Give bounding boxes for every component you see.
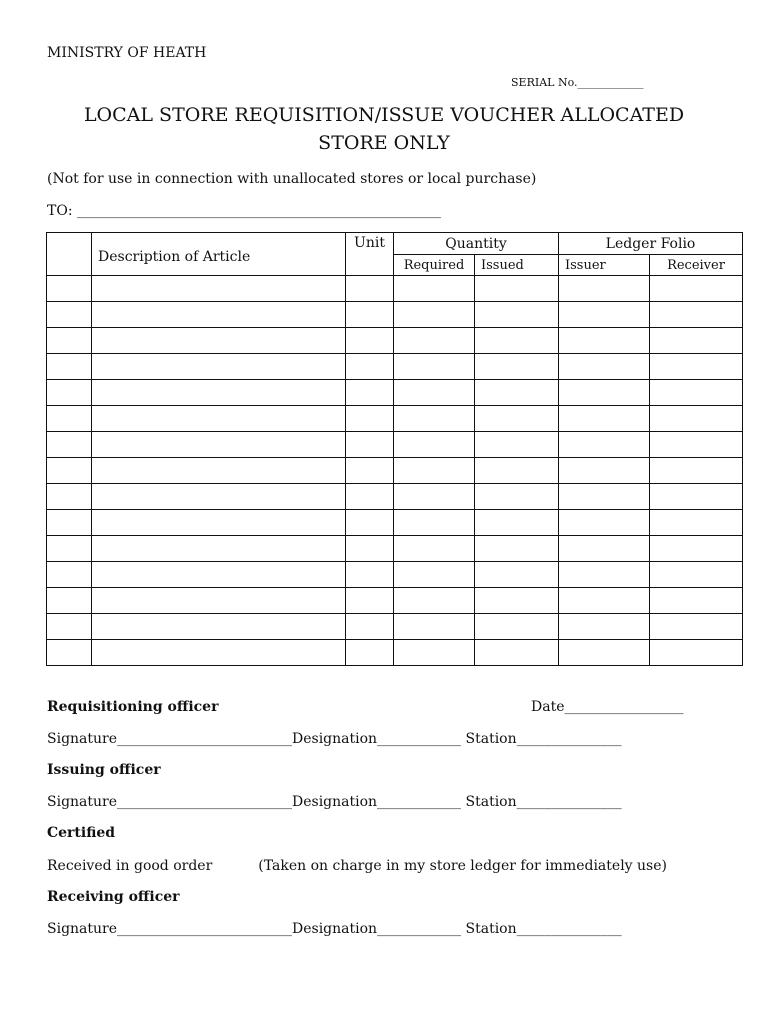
receiver-cell[interactable] [650,302,743,328]
unit-cell[interactable] [346,536,394,562]
table-row [47,614,743,640]
row-number-cell[interactable] [47,484,92,510]
required-cell[interactable] [394,432,475,458]
description-cell[interactable] [92,276,346,302]
taken-on-charge-text: (Taken on charge in my store ledger for immediately use) [258,858,667,874]
unit-cell[interactable] [346,328,394,354]
description-cell[interactable] [92,588,346,614]
issued-cell[interactable] [475,406,559,432]
issuing-officer-label: Issuing officer [47,762,161,778]
issuer-cell[interactable] [559,536,650,562]
table-row [47,380,743,406]
issuer-cell[interactable] [559,380,650,406]
unit-cell[interactable] [346,380,394,406]
unit-cell[interactable] [346,510,394,536]
issued-cell[interactable] [475,536,559,562]
issued-cell[interactable] [475,328,559,354]
table-row [47,432,743,458]
row-number-cell[interactable] [47,510,92,536]
row-number-cell[interactable] [47,640,92,666]
issuer-cell[interactable] [559,588,650,614]
required-cell[interactable] [394,562,475,588]
table-row [47,484,743,510]
table-row [47,458,743,484]
issued-cell[interactable] [475,588,559,614]
form-title-line-2: STORE ONLY [318,132,450,154]
description-cell[interactable] [92,328,346,354]
unit-cell[interactable] [346,640,394,666]
unit-cell[interactable] [346,562,394,588]
table-row [47,406,743,432]
serial-number-field[interactable]: SERIAL No.____________ [511,76,644,89]
description-cell[interactable] [92,458,346,484]
description-cell[interactable] [92,640,346,666]
unit-cell[interactable] [346,614,394,640]
received-line [47,858,667,874]
receiver-cell[interactable] [650,484,743,510]
row-number-cell[interactable] [47,432,92,458]
description-cell[interactable] [92,406,346,432]
table-row [47,354,743,380]
issued-header: Issued [475,255,559,276]
row-number-cell[interactable] [47,614,92,640]
receiver-cell[interactable] [650,458,743,484]
required-cell[interactable] [394,354,475,380]
requisition-table [46,232,743,666]
requisition-table-body [47,276,743,666]
description-cell[interactable] [92,484,346,510]
description-header: Description of Article [92,233,346,276]
table-row [47,302,743,328]
issued-cell[interactable] [475,562,559,588]
unit-cell[interactable] [346,354,394,380]
table-row [47,328,743,354]
description-cell[interactable] [92,536,346,562]
required-cell[interactable] [394,380,475,406]
required-cell[interactable] [394,302,475,328]
unit-cell[interactable] [346,458,394,484]
issuer-cell[interactable] [559,432,650,458]
issuer-cell[interactable] [559,328,650,354]
table-row [47,536,743,562]
table-row [47,640,743,666]
row-number-cell[interactable] [47,302,92,328]
unit-cell[interactable] [346,276,394,302]
description-cell[interactable] [92,302,346,328]
issuer-cell[interactable] [559,510,650,536]
usage-note: (Not for use in connection with unallocated stores or local purchase) [47,171,537,187]
required-cell[interactable] [394,406,475,432]
issuer-cell[interactable] [559,302,650,328]
unit-cell[interactable] [346,302,394,328]
receiver-cell[interactable] [650,354,743,380]
required-cell[interactable] [394,328,475,354]
receiving-officer-label: Receiving officer [47,889,180,905]
issued-cell[interactable] [475,354,559,380]
date-field[interactable]: Date_________________ [531,699,684,715]
receiver-header: Receiver [650,255,743,276]
receiver-cell[interactable] [650,328,743,354]
issuer-cell[interactable] [559,276,650,302]
unit-cell[interactable] [346,432,394,458]
row-number-cell[interactable] [47,406,92,432]
receiver-cell[interactable] [650,640,743,666]
required-cell[interactable] [394,640,475,666]
unit-header: Unit [346,233,394,276]
issued-cell[interactable] [475,302,559,328]
issuer-cell[interactable] [559,354,650,380]
table-row [47,588,743,614]
required-cell[interactable] [394,484,475,510]
description-cell[interactable] [92,380,346,406]
required-cell[interactable] [394,588,475,614]
issuer-cell[interactable] [559,562,650,588]
issued-cell[interactable] [475,640,559,666]
issued-cell[interactable] [475,380,559,406]
receiver-cell[interactable] [650,276,743,302]
row-number-cell[interactable] [47,458,92,484]
row-number-header [47,233,92,276]
form-title-line-1: LOCAL STORE REQUISITION/ISSUE VOUCHER ALLOCATED [83,104,685,126]
row-number-cell[interactable] [47,380,92,406]
issued-cell[interactable] [475,484,559,510]
required-cell[interactable] [394,276,475,302]
table-row [47,562,743,588]
to-field[interactable]: TO: ____________________________________________________ [47,203,441,219]
receiver-cell[interactable] [650,406,743,432]
required-cell[interactable] [394,614,475,640]
issued-cell[interactable] [475,432,559,458]
required-cell[interactable] [394,510,475,536]
ledger-folio-header: Ledger Folio [559,233,743,255]
issuer-cell[interactable] [559,458,650,484]
issuer-cell[interactable] [559,640,650,666]
receiver-cell[interactable] [650,588,743,614]
receiver-cell[interactable] [650,380,743,406]
received-good-order-text: Received in good order [47,858,213,874]
required-header: Required [394,255,475,276]
unit-cell[interactable] [346,406,394,432]
required-cell[interactable] [394,536,475,562]
table-row [47,276,743,302]
row-number-cell[interactable] [47,354,92,380]
description-cell[interactable] [92,562,346,588]
row-number-cell[interactable] [47,562,92,588]
unit-cell[interactable] [346,484,394,510]
receiver-cell[interactable] [650,614,743,640]
receiver-cell[interactable] [650,510,743,536]
issuing-signature-line[interactable]: Signature_________________________Designation____________ Station_______________ [47,794,622,810]
issued-cell[interactable] [475,510,559,536]
certified-label: Certified [47,825,116,841]
issued-cell[interactable] [475,276,559,302]
requisitioning-signature-line[interactable]: Signature_________________________Designation____________ Station_______________ [47,731,622,747]
table-row [47,510,743,536]
receiver-cell[interactable] [650,562,743,588]
ministry-name: MINISTRY OF HEATH [47,45,207,61]
issuer-header: Issuer [559,255,650,276]
issuer-cell[interactable] [559,614,650,640]
row-number-cell[interactable] [47,328,92,354]
receiver-cell[interactable] [650,536,743,562]
description-cell[interactable] [92,432,346,458]
issued-cell[interactable] [475,458,559,484]
receiver-cell[interactable] [650,432,743,458]
row-number-cell[interactable] [47,588,92,614]
description-cell[interactable] [92,354,346,380]
description-cell[interactable] [92,510,346,536]
receiving-signature-line[interactable]: Signature_________________________Designation____________ Station_______________ [47,921,622,937]
issued-cell[interactable] [475,614,559,640]
required-cell[interactable] [394,458,475,484]
row-number-cell[interactable] [47,536,92,562]
requisitioning-officer-label: Requisitioning officer [47,699,219,715]
issuer-cell[interactable] [559,484,650,510]
unit-cell[interactable] [346,588,394,614]
issuer-cell[interactable] [559,406,650,432]
form-title [0,101,768,157]
quantity-header: Quantity [394,233,559,255]
row-number-cell[interactable] [47,276,92,302]
description-cell[interactable] [92,614,346,640]
